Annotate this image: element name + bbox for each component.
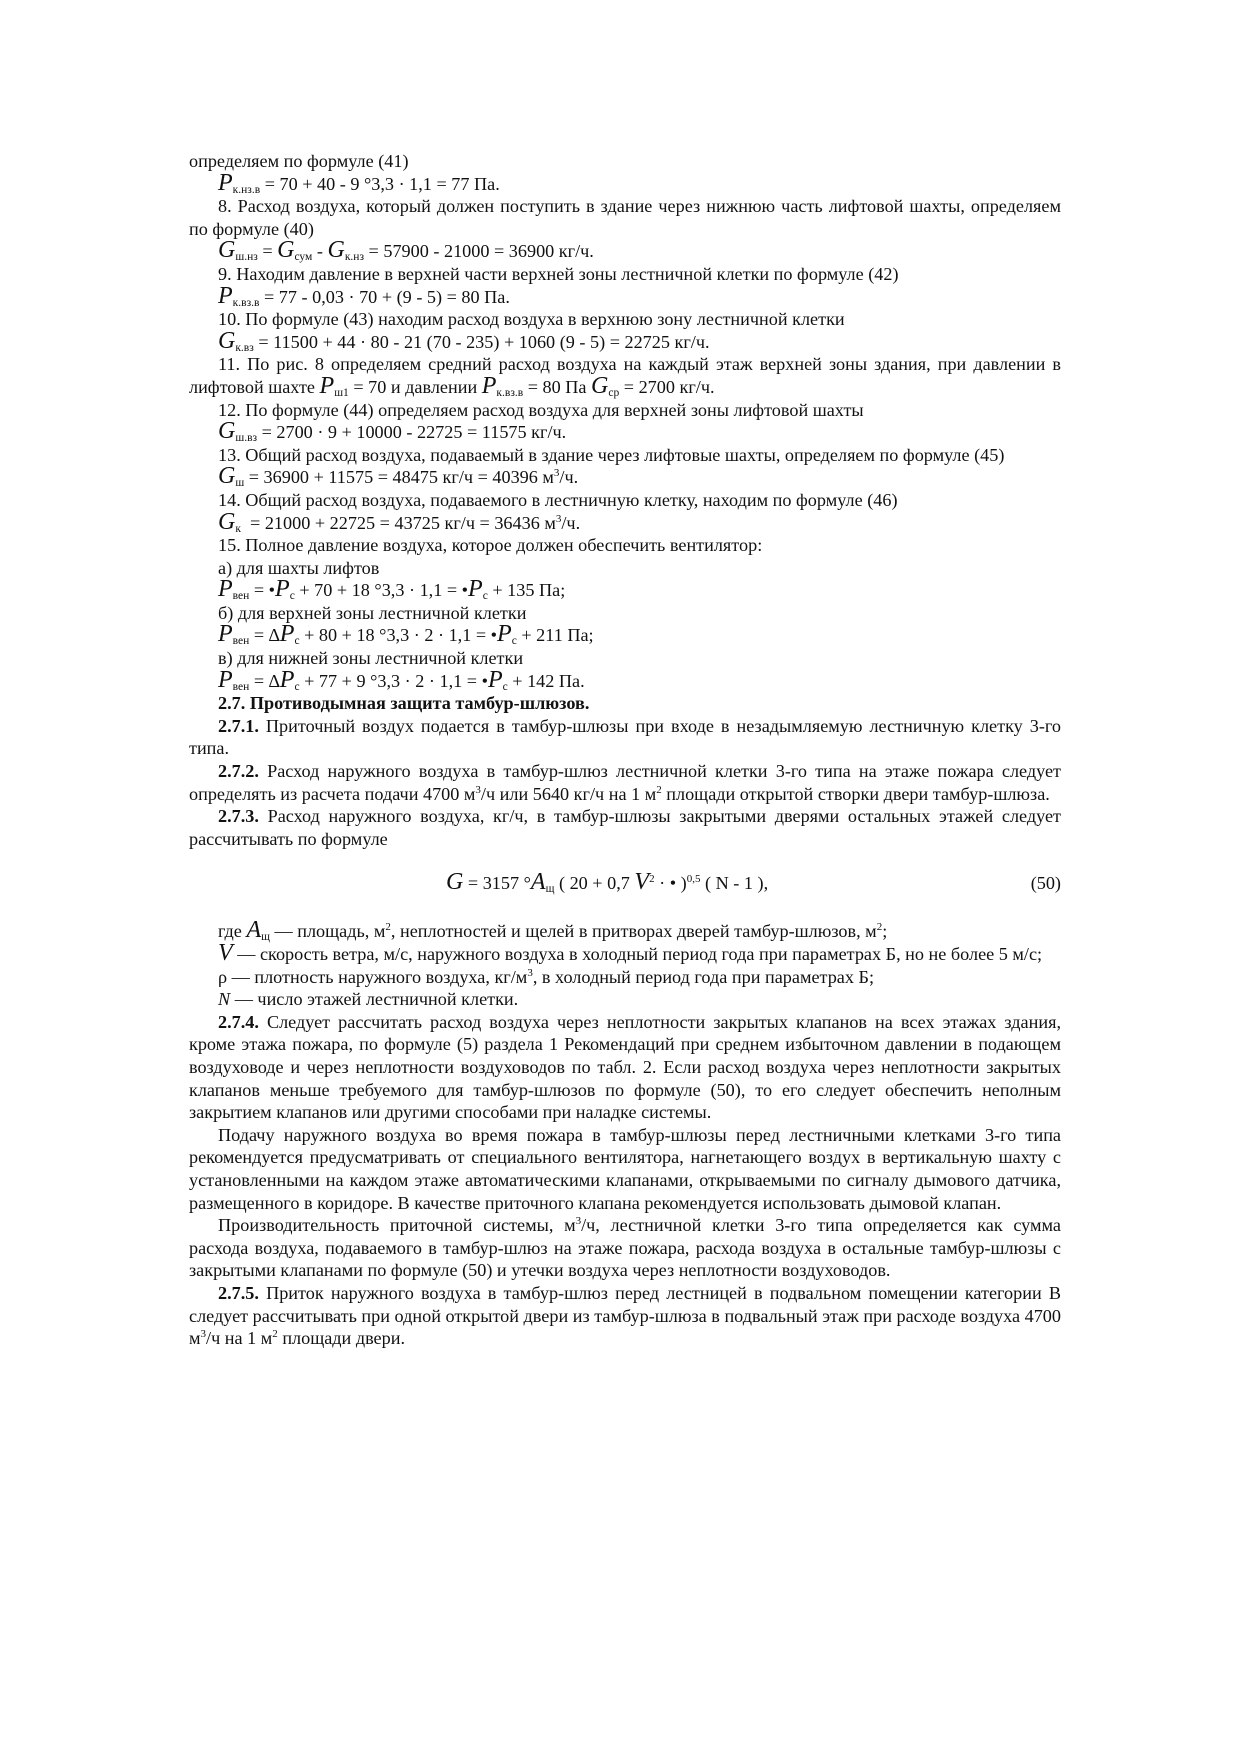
formula-line: $P_{вен} = \Delta P_с + 77 + 9$ $^\circ 3,3 \cdot 2 \cdot 1,1 = •P_с + 142$ Па. — [218, 666, 585, 693]
formula-line: $P_{к.нз.в} = 70 + 40 - 9$ °3,3 · 1,1 = 77 Па. — [218, 169, 500, 196]
text-line: 9. Находим давление в верхней части верхней зоны лестничной клетки по формуле (42) — [218, 263, 899, 284]
formula-line: $P_{вен} = \Delta P_с + 80 + 18$ $^\circ 3,3 \cdot 2 \cdot 1,1 = •P_с + 211$ Па; — [218, 621, 594, 648]
text-line: в) для нижней зоны лестничной клетки — [218, 648, 524, 669]
text-line: 12. По формуле (44) определяем расход воздуха для верхней зоны лифтовой шахты — [218, 399, 864, 420]
formula-line: $G_ш = 36900 + 11575 = 48475$ кг/ч = 40396 $м^3/ч$. — [218, 463, 579, 490]
document-page — [189, 150, 1061, 1350]
paragraph-supply: Подачу наружного воздуха во время пожара в тамбур-шлюзы перед лестничными клетками 3-го типа рекомендуется предусматривать от специального вентилятора, нагнетающего воздух в вертикальную шахту с установленными на каждом этаже автоматическими клапанами, открываемыми по сигналу дымового датчика, размещенного в коридоре. В качестве приточного клапана рекомендуется использовать дымовой клапан. — [189, 1124, 1061, 1213]
paragraph-2-7-4: 2.7.4. Следует рассчитать расход воздуха через неплотности закрытых клапанов на всех этажах здания, кроме этажа пожара, по формуле (5) раздела 1 Рекомендаций при среднем избыточном давлении в подающем воздуховоде и через неплотности воздуховодов по табл. 2. Если расход воздуха через неплотности закрытых клапанов меньше требуемого для тамбур-шлюзов по формуле (50), то его следует обеспечить неполным закрытием клапанов или другими способами при наладке системы. — [189, 1011, 1061, 1123]
formula-number: (50) — [1030, 873, 1061, 894]
formula-50 — [189, 858, 1061, 914]
where-line-density: ρ — плотность наружного воздуха, $кг/м^3$, в холодный период года при параметрах Б; — [218, 966, 875, 987]
formula-line: $G_{ш.вз} = 2700 \cdot 9 + 10000 - 22725 = 11575$ кг/ч. — [218, 418, 567, 445]
where-line-velocity: V — скорость ветра, м/с, наружного воздуха в холодный период года при параметрах Б, но не более 5 м/с; — [218, 940, 1043, 966]
section-heading: 2.7. Противодымная защита тамбур-шлюзов. — [218, 693, 590, 714]
text-line: 14. Общий расход воздуха, подаваемого в лестничную клетку, находим по формуле (46) — [218, 489, 898, 510]
formula-line: $G_{ш.нз} = G_{сум} - G_{к.нз} = 57900 - 21000 = 36900$ кг/ч. — [218, 237, 594, 264]
text-line: 10. По формуле (43) находим расход воздуха в верхнюю зону лестничной клетки — [218, 309, 845, 330]
where-line-floors: N — число этажей лестничной клетки. — [218, 989, 519, 1010]
paragraph-2-7-2: 2.7.2. Расход наружного воздуха в тамбур-шлюз лестничной клетки 3-го типа на этаже пожара следует определять из расчета подачи 4700 $м^3/ч$ или 5640 кг/ч на 1 $м^2$ площади открытой створки двери тамбур-шлюза. — [189, 761, 1061, 804]
formula-line: $P_{вен}$ = $•P_с + 70 + 18$ $^\circ 3,3 \cdot 1,1 = •P_с + 135$ Па; — [218, 576, 566, 603]
text-line: б) для верхней зоны лестничной клетки — [218, 602, 527, 623]
paragraph-2-7-1: 2.7.1. Приточный воздух подается в тамбур-шлюзы при входе в незадымляемую лестничную клетку 3-го типа. — [189, 715, 1061, 759]
paragraph-2-7-3: 2.7.3. Расход наружного воздуха, кг/ч, в тамбур-шлюзы закрытыми дверями остальных этажей следует рассчитывать по формуле — [189, 806, 1061, 849]
text-line: а) для шахты лифтов — [218, 557, 380, 578]
where-line-area: где $A_щ$ — площадь, $м^2$, неплотностей и щелей в притворах дверей тамбур-шлюзов, $м^2$; — [218, 917, 888, 944]
formula-line: $G_к = 21000 + 22725 = 43725$ кг/ч = 36436 $м^3/ч$. — [218, 508, 581, 535]
formula-expression: G = 3157 $^\circ A_щ$ ( 20 + 0,7 $V^2$ · • )$^{0,5}$ ( N - 1 ), — [446, 869, 769, 896]
formula-line: $G_{к.вз} = 11500 + 44 \cdot 80 - 21$ (70 - 235) + 1060 (9 - 5) = 22725 кг/ч. — [218, 327, 710, 354]
paragraph: 8. Расход воздуха, который должен поступить в здание через нижнюю часть лифтовой шахты, определяем по формуле (40) — [189, 196, 1061, 239]
paragraph: 13. Общий расход воздуха, подаваемый в здание через лифтовые шахты, определяем по формуле (45) — [218, 444, 1005, 465]
text-line: 15. Полное давление воздуха, которое должен обеспечить вентилятор: — [218, 535, 763, 556]
formula-line: $P_{к.вз.в} = 77 - 0,03 \cdot 70 + (9 - 5) = 80$ Па. — [218, 282, 510, 309]
paragraph: 11. По рис. 8 определяем средний расход воздуха на каждый этаж верхней зоны здания, при давлении в лифтовой шахте $P_{ш1} = 70$ и давлении $P_{к.вз.в} = 80$ Па $G_{ср} = 2700$ кг/ч. — [189, 354, 1061, 399]
text-line: определяем по формуле (41) — [189, 151, 409, 171]
paragraph-2-7-5: 2.7.5. Приток наружного воздуха в тамбур-шлюз перед лестницей в подвальном помещении категории В следует рассчитывать при одной открытой двери из тамбур-шлюза в подвальный этаж при расходе воздуха 4700 $м^3/ч$ на 1 $м^2$ площади двери. — [189, 1282, 1061, 1349]
paragraph-productivity: Производительность приточной системы, $м^3/ч$, лестничной клетки 3-го типа определяется как сумма расхода воздуха, подаваемого в тамбур-шлюз на этаже пожара, расхода воздуха в остальные тамбур-шлюзы с закрытыми клапанами по формуле (50) и утечки воздуха через неплотности воздуховодов. — [189, 1215, 1062, 1281]
